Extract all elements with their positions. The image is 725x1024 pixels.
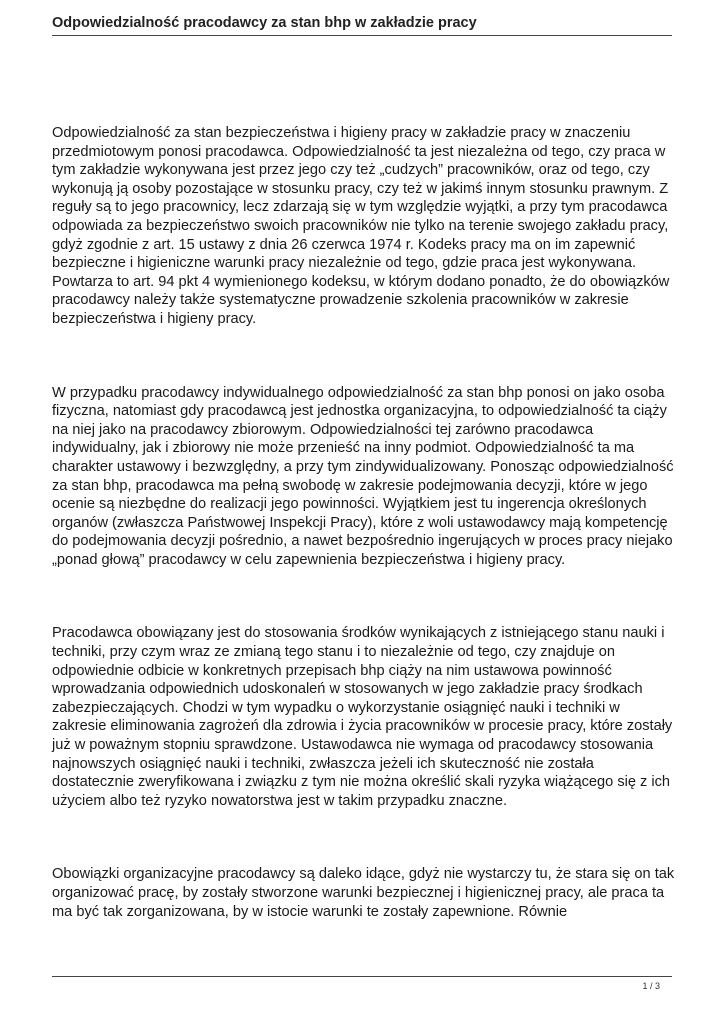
- document-body: [52, 124, 678, 940]
- body-paragraph: Odpowiedzialność za stan bezpieczeństwa i higieny pracy w zakładzie pracy w znaczeniu przedmiotowym ponosi pracodawca. Odpowiedzialność ta jest niezależna od tego, czy praca w tym zakładzie wykonywana jest przez jego czy też „cudzych” pracowników, oraz od tego, czy wykonują ją osoby pozostające w stosunku pracy, czy też w jakimś innym stosunku prawnym. Z reguły są to jego pracownicy, lecz zdarzają się w tym względzie wyjątki, a przy tym pracodawca odpowiada za bezpieczeństwo swoich pracowników nie tylko na terenie swojego zakładu pracy, gdyż zgodnie z art. 15 ustawy z dnia 26 czerwca 1974 r. Kodeks pracy ma on im zapewnić bezpieczne i higieniczne warunki pracy niezależnie od tego, gdzie praca jest wykonywana. Powtarza to art. 94 pkt 4 wymienionego kodeksu, w którym dodano ponadto, że do obowiązków pracodawcy należy także systematyczne prowadzenie szkolenia pracowników w zakresie bezpieczeństwa i higieny pracy.: [52, 125, 670, 327]
- header-divider: [52, 35, 672, 36]
- body-paragraph: Obowiązki organizacyjne pracodawcy są daleko idące, gdyż nie wystarczy tu, że stara się on tak organizować pracę, by zostały stworzone warunki bezpiecznej i higienicznej pracy, ale praca ta ma być tak zorganizowana, by w istocie warunki te zostały zapewnione. Równie: [52, 866, 675, 920]
- document-title: Odpowiedzialność pracodawcy za stan bhp w zakładzie pracy: [52, 15, 477, 31]
- page-number: 1 / 3: [642, 981, 660, 991]
- body-paragraph: Pracodawca obowiązany jest do stosowania środków wynikających z istniejącego stanu nauki i techniki, przy czym wraz ze zmianą tego stanu i to niezależnie od tego, czy znajduje on odpowiednie odbicie w konkretnych przepisach bhp ciąży na nim ustawowa powinność wprowadzania odpowiednich udoskonaleń w stosowanych w jego zakładzie pracy środkach zabezpieczających. Chodzi w tym wypadku o wykorzystanie osiągnięć nauki i techniki w zakresie eliminowania zagrożeń dla zdrowia i życia pracowników w procesie pracy, które zostały już w poważnym stopniu sprawdzone. Ustawodawca nie wymaga od pracodawcy stosowania najnowszych osiągnięć nauki i techniki, zwłaszcza jeżeli ich skuteczność nie została dostatecznie zweryfikowana i związku z tym nie można określić skali ryzyka wiążącego się z ich użyciem albo też ryzyko nowatorstwa jest w takim przypadku znaczne.: [52, 625, 673, 809]
- footer-divider: [52, 976, 672, 977]
- body-paragraph: W przypadku pracodawcy indywidualnego odpowiedzialność za stan bhp ponosi on jako osoba fizyczna, natomiast gdy pracodawcą jest jednostka organizacyjna, to odpowiedzialność ta ciąży na niej jako na pracodawcy zbiorowym. Odpowiedzialności tej zarówno pracodawca indywidualny, jak i zbiorowy nie może przenieść na inny podmiot. Odpowiedzialność ta ma charakter ustawowy i bezwzględny, a przy tym zindywidualizowany. Ponosząc odpowiedzialność za stan bhp, pracodawca ma pełną swobodę w zakresie podejmowania decyzji, które w jego ocenie są niezbędne do realizacji jego powinności. Wyjątkiem jest tu ingerencja określonych organów (zwłaszcza Państwowej Inspekcji Pracy), które z woli ustawodawcy mają kompetencję do podejmowania decyzji pośrednio, a nawet bezpośrednio ingerujących w proces pracy niejako „ponad głową” pracodawcy w celu zapewnienia bezpieczeństwa i higieny pracy.: [52, 384, 674, 568]
